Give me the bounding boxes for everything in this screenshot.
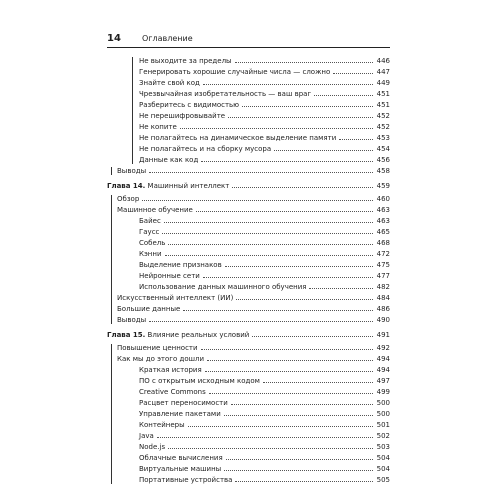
toc-entry-page: 500 — [376, 410, 390, 418]
toc-entry-label: Машинное обучение — [117, 206, 193, 214]
leader-dots — [149, 172, 373, 173]
toc-entry — [107, 227, 390, 238]
toc-entry-page: 460 — [376, 195, 390, 203]
toc-entry-label: Краткая история — [139, 366, 202, 374]
toc-entry-page: 451 — [376, 90, 390, 98]
toc-entry-label: Не полагайтесь и на сборку мусора — [139, 145, 272, 153]
toc-chapter-entry — [107, 330, 390, 341]
outline-connector — [132, 57, 133, 164]
toc-entry-label: Управление пакетами — [139, 410, 221, 418]
toc-entry-label: Виртуальные машины — [139, 465, 222, 473]
toc-entry-page: 447 — [376, 68, 390, 76]
toc-entry — [107, 365, 390, 376]
toc-entry — [107, 67, 390, 78]
toc-entry-label: Не перешифровывайте — [139, 112, 226, 120]
toc-entry-label: Не полагайтесь на динамическое выделение памяти — [139, 134, 337, 142]
toc-entry-label: Контейнеры — [139, 421, 185, 429]
toc-entry-page: 465 — [376, 228, 390, 236]
outline-connector — [111, 195, 112, 324]
toc-entry-page: 453 — [376, 134, 390, 142]
leader-dots — [196, 211, 373, 212]
toc-entry-label: Как мы до этого дошли — [117, 355, 205, 363]
page-header — [107, 33, 389, 45]
leader-dots — [333, 73, 373, 74]
leader-dots — [201, 161, 373, 162]
toc-entry-page: 484 — [376, 294, 390, 302]
leader-dots — [209, 393, 373, 394]
leader-dots — [203, 277, 373, 278]
toc-entry-label: Глава 14. Машинный интеллект — [107, 182, 230, 190]
toc-entry-page: 494 — [376, 355, 390, 363]
leader-dots — [205, 371, 373, 372]
page-number: 14 — [107, 33, 121, 44]
toc-entry-page: 452 — [376, 123, 390, 131]
toc-entry-label: Выделение признаков — [139, 261, 222, 269]
leader-dots — [235, 62, 373, 63]
toc-entry — [107, 343, 390, 354]
toc-entry-page: 497 — [376, 377, 390, 385]
toc-entry — [107, 133, 390, 144]
leader-dots — [165, 255, 373, 256]
toc-entry — [107, 100, 390, 111]
leader-dots — [314, 95, 373, 96]
toc-entry-page: 486 — [376, 305, 390, 313]
toc-entry-page: 494 — [376, 366, 390, 374]
toc-entry — [107, 155, 390, 166]
leader-dots — [180, 128, 373, 129]
toc-entry — [107, 216, 390, 227]
toc-entry — [107, 166, 390, 177]
leader-dots — [235, 481, 373, 482]
toc-entry — [107, 398, 390, 409]
toc-entry-label: Кэнни — [139, 250, 162, 258]
toc-entry-label: Байес — [139, 217, 161, 225]
toc-entry — [107, 122, 390, 133]
chapter-prefix: Глава 14. — [107, 182, 146, 190]
toc-entry-label: Java — [139, 432, 154, 440]
leader-dots — [252, 336, 373, 337]
toc-entry-page: 463 — [376, 206, 390, 214]
toc-entry-page: 500 — [376, 399, 390, 407]
toc-entry-page: 451 — [376, 101, 390, 109]
toc-entry-label: ПО с открытым исходным кодом — [139, 377, 260, 385]
toc-entry — [107, 144, 390, 155]
toc-entry — [107, 376, 390, 387]
toc-entry-label: Node.js — [139, 443, 166, 451]
toc-entry-page: 499 — [376, 388, 390, 396]
toc-entry-label: Нейронные сети — [139, 272, 200, 280]
toc-entry-label: Не копите — [139, 123, 177, 131]
toc-entry — [107, 282, 390, 293]
toc-entry-page: 475 — [376, 261, 390, 269]
header-rule — [107, 47, 390, 48]
toc-entry — [107, 249, 390, 260]
toc-entry — [107, 271, 390, 282]
toc-entry-page: 468 — [376, 239, 390, 247]
toc-entry — [107, 409, 390, 420]
toc-entry-label: Данные как код — [139, 156, 199, 164]
toc-entry-label: Чрезвычайная изобретательность — ваш враг — [139, 90, 312, 98]
toc-entry-label: Расцвет переносимости — [139, 399, 228, 407]
toc-entry-page: 456 — [376, 156, 390, 164]
leader-dots — [149, 321, 373, 322]
toc-entry-page: 504 — [376, 454, 390, 462]
toc-entry-label: Генерировать хорошие случайные числа — сложно — [139, 68, 331, 76]
toc-entry — [107, 420, 390, 431]
leader-dots — [188, 426, 373, 427]
toc-entry-page: 472 — [376, 250, 390, 258]
leader-dots — [232, 187, 373, 188]
toc-entry — [107, 387, 390, 398]
toc-entry — [107, 260, 390, 271]
toc-entry-page: 490 — [376, 316, 390, 324]
toc-entry-page: 477 — [376, 272, 390, 280]
toc-entry-page: 454 — [376, 145, 390, 153]
toc-entry-page: 458 — [376, 167, 390, 175]
leader-dots — [183, 310, 373, 311]
toc-entry — [107, 56, 390, 67]
toc-entry — [107, 442, 390, 453]
toc-entry-label: Выводы — [117, 167, 147, 175]
toc-entry-label: Большие данные — [117, 305, 181, 313]
toc-entry-page: 505 — [376, 476, 390, 484]
leader-dots — [274, 150, 373, 151]
leader-dots — [142, 200, 373, 201]
leader-dots — [242, 106, 373, 107]
table-of-contents — [107, 56, 390, 486]
toc-entry — [107, 293, 390, 304]
leader-dots — [226, 459, 373, 460]
leader-dots — [236, 299, 373, 300]
toc-entry-page: 446 — [376, 57, 390, 65]
toc-entry-label: Обзор — [117, 195, 140, 203]
leader-dots — [164, 222, 373, 223]
chapter-prefix: Глава 15. — [107, 331, 146, 339]
toc-entry-page: 452 — [376, 112, 390, 120]
leader-dots — [263, 382, 373, 383]
toc-entry — [107, 475, 390, 486]
toc-entry-label: Облачные вычисления — [139, 454, 223, 462]
toc-entry-page: 504 — [376, 465, 390, 473]
toc-entry-label: Использование данных машинного обучения — [139, 283, 307, 291]
leader-dots — [309, 288, 373, 289]
toc-entry-page: 492 — [376, 344, 390, 352]
leader-dots — [168, 448, 373, 449]
toc-entry — [107, 354, 390, 365]
toc-entry-label: Creative Commons — [139, 388, 206, 396]
leader-dots — [224, 415, 373, 416]
toc-chapter-entry — [107, 181, 390, 192]
toc-entry-page: 459 — [376, 182, 390, 190]
toc-entry-label: Глава 15. Влияние реальных условий — [107, 331, 250, 339]
toc-entry-page: 449 — [376, 79, 390, 87]
leader-dots — [225, 266, 373, 267]
leader-dots — [231, 404, 373, 405]
leader-dots — [201, 349, 373, 350]
toc-entry-label: Разберитесь с видимостью — [139, 101, 240, 109]
toc-entry-page: 501 — [376, 421, 390, 429]
toc-entry-page: 503 — [376, 443, 390, 451]
toc-entry-page: 463 — [376, 217, 390, 225]
toc-entry-label: Собель — [139, 239, 166, 247]
toc-entry — [107, 238, 390, 249]
leader-dots — [228, 117, 373, 118]
toc-entry-page: 482 — [376, 283, 390, 291]
toc-entry — [107, 205, 390, 216]
toc-entry-page: 502 — [376, 432, 390, 440]
toc-entry-label: Не выходите за пределы — [139, 57, 232, 65]
running-title: Оглавление — [142, 34, 193, 43]
leader-dots — [203, 84, 373, 85]
toc-entry-label: Знайте свой код — [139, 79, 200, 87]
toc-entry — [107, 315, 390, 326]
toc-entry — [107, 89, 390, 100]
toc-entry — [107, 111, 390, 122]
toc-entry-page: 491 — [376, 331, 390, 339]
toc-entry — [107, 453, 390, 464]
outline-connector — [111, 344, 112, 484]
toc-entry-label: Повышение ценности — [117, 344, 198, 352]
toc-entry-label: Искусственный интеллект (ИИ) — [117, 294, 234, 302]
outline-connector — [111, 167, 112, 175]
leader-dots — [224, 470, 373, 471]
leader-dots — [162, 233, 373, 234]
toc-entry — [107, 464, 390, 475]
leader-dots — [168, 244, 373, 245]
leader-dots — [339, 139, 373, 140]
toc-entry — [107, 431, 390, 442]
toc-entry — [107, 304, 390, 315]
toc-entry-label: Портативные устройства — [139, 476, 233, 484]
toc-entry-label: Выводы — [117, 316, 147, 324]
toc-entry — [107, 78, 390, 89]
toc-entry-label: Гаусс — [139, 228, 160, 236]
toc-entry — [107, 194, 390, 205]
leader-dots — [157, 437, 373, 438]
leader-dots — [207, 360, 373, 361]
